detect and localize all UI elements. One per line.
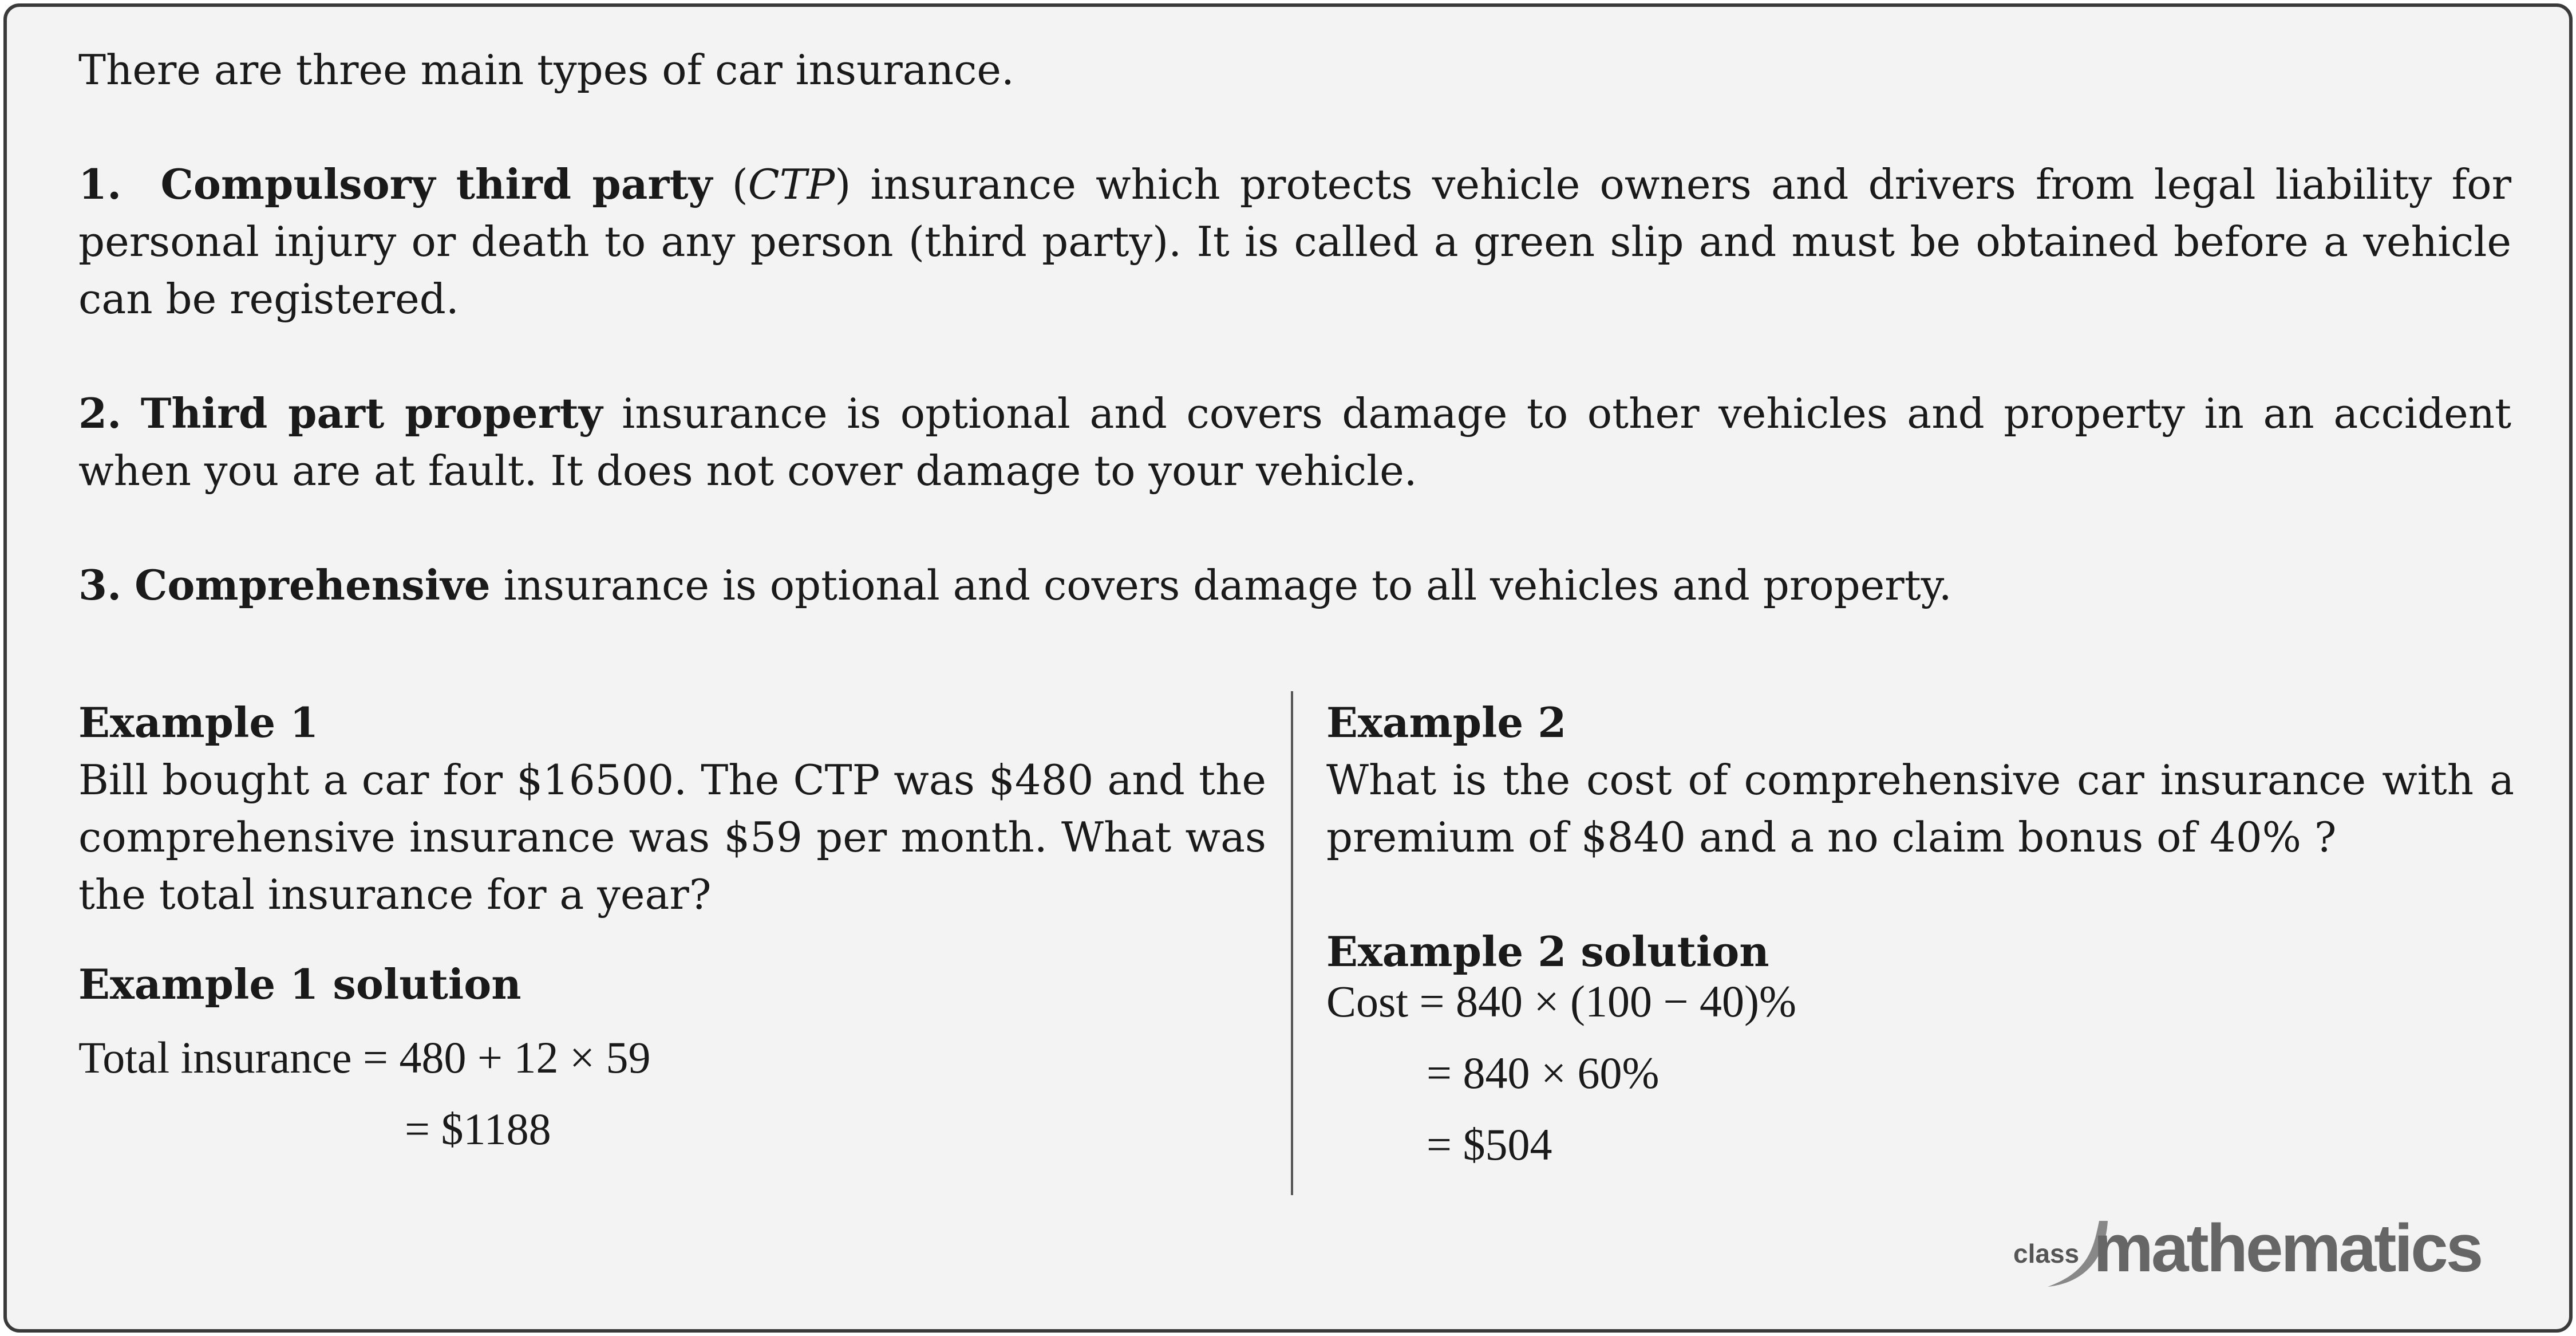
example-2-question: What is the cost of comprehensive car insurance with a premium of $840 and a no claim bonus of 40% ? [1326,756,2514,861]
type-1-number: 1. [78,160,122,208]
example-1-solution-heading: Example 1 solution [78,960,521,1008]
type-1-abbr: CTP [748,160,835,208]
type-1-name: Compulsory third party [160,160,713,208]
example-2-solution-line-1: Cost = 840 × (100 − 40)% [1326,976,1796,1026]
example-1-heading: Example 1 [78,698,319,747]
example-2-solution-line-3: = $504 [1427,1120,1552,1169]
type-1-abbr-close: ) [835,160,851,208]
example-1-solution-line-1: Total insurance = 480 + 12 × 59 [78,1032,651,1082]
logo-prefix: class [2013,1239,2080,1268]
example-2-heading: Example 2 [1326,698,1567,747]
type-2-name: Third part property [140,389,603,438]
type-1-abbr-open: ( [732,160,748,208]
type-3-name: Comprehensive [135,561,491,609]
logo-name: mathematics [2093,1211,2482,1286]
intro-text: There are three main types of car insurance. [78,46,1014,94]
content-card [3,3,2573,1333]
type-3-text: insurance is optional and covers damage to all vehicles and property. [490,561,1952,609]
example-2-solution-heading: Example 2 solution [1326,927,1769,976]
example-1-solution-line-2: = $1188 [405,1104,551,1154]
example-1-block [78,694,1266,1013]
type-2-paragraph [78,385,2511,499]
example-2-solution-line-2: = 840 × 60% [1427,1048,1660,1098]
type-1-paragraph [78,156,2511,328]
example-2-block [1326,694,2514,980]
column-divider [1291,691,1293,1195]
type-1-text: insurance which protects vehicle owners and drivers from legal liability for personal injury or death to any person (third party). It is called a green slip and must be obtained before a vehicle can be registered. [78,160,2512,323]
type-3-number: 3. [78,561,122,609]
type-2-number: 2. [78,389,122,438]
class-mathematics-logo [2013,1209,2506,1295]
type-3-paragraph [78,557,2511,614]
example-1-question: Bill bought a car for $16500. The CTP was $480 and the comprehensive insurance was $59 per month. What was the total insurance for a year? [78,756,1266,919]
type-2-text: insurance is optional and covers damage to other vehicles and property in an accident when you are at fault. It does not cover damage to your vehicle. [78,389,2512,495]
